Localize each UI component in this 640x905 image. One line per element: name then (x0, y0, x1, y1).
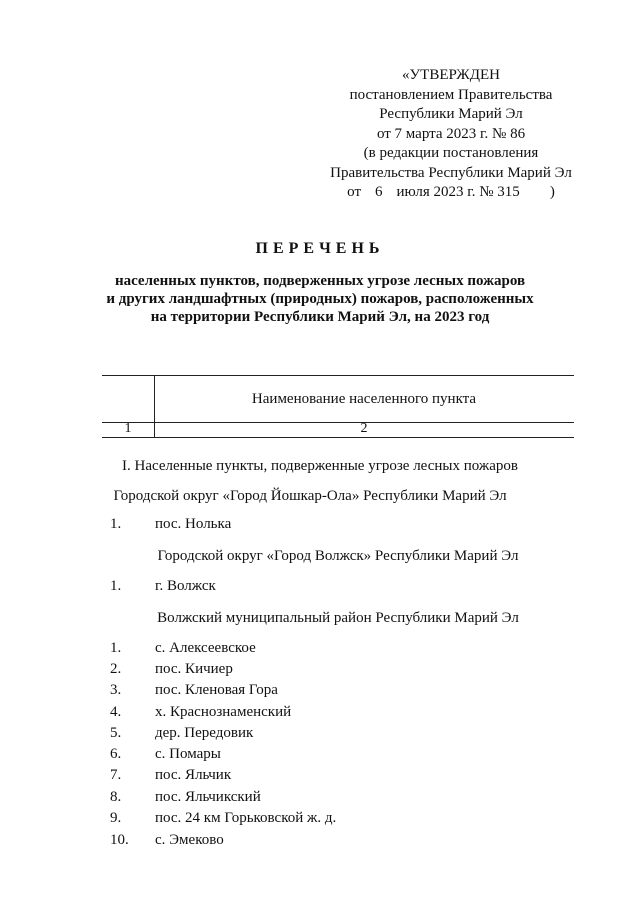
list-item (0, 832, 640, 852)
table-column-header: Наименование населенного пункта (251, 391, 477, 407)
approval-date-suffix: ) (549, 184, 555, 200)
list-item-number: 2. (110, 661, 122, 677)
list-item-name: пос. Кленовая Гора (155, 682, 278, 698)
list-item-number: 8. (110, 789, 122, 805)
table-top-border (102, 375, 574, 376)
list-item-number: 1. (110, 578, 122, 594)
group-title: Городской округ «Город Йошкар-Ола» Республики Марий Эл (113, 488, 507, 504)
list-item-name: с. Эмеково (155, 832, 224, 848)
approval-date-prefix: от (347, 184, 362, 200)
subtitle-line: и других ландшафтных (природных) пожаров, расположенных (106, 291, 534, 307)
list-item-number: 6. (110, 746, 122, 762)
list-item-name: пос. Нолька (155, 516, 232, 532)
approval-line: Республики Марий Эл (379, 106, 523, 122)
table-bottom-border (102, 437, 574, 438)
list-item (0, 725, 640, 745)
list-item (0, 682, 640, 702)
list-item-number: 4. (110, 704, 122, 720)
document-subtitle (80, 272, 560, 326)
table-column-number: 2 (360, 421, 368, 436)
group-title: Волжский муниципальный район Республики Марий Эл (157, 610, 519, 626)
approval-line: (в редакции постановления (363, 145, 539, 161)
approval-line: постановлением Правительства (349, 86, 553, 103)
table-column-number: 1 (124, 421, 132, 436)
list-item (0, 704, 640, 724)
list-item-name: пос. Яльчик (155, 767, 232, 783)
list-item-name: с. Алексеевское (155, 640, 256, 656)
list-item-number: 1. (110, 640, 122, 656)
list-item-number: 7. (110, 767, 122, 783)
list-item-number: 10. (110, 832, 129, 848)
list-item (0, 810, 640, 830)
list-item (0, 640, 640, 660)
list-item (0, 516, 640, 536)
list-item-name: х. Краснознаменский (155, 704, 292, 720)
list-item-number: 9. (110, 810, 122, 826)
approval-line: «УТВЕРЖДЕН (402, 67, 500, 83)
list-item-name: дер. Передовик (155, 725, 254, 741)
list-item-number: 3. (110, 682, 122, 698)
group-title: Городской округ «Город Волжск» Республики Марий Эл (157, 548, 519, 564)
approval-line: от 7 марта 2023 г. № 86 (376, 125, 526, 142)
approval-line: Правительства Республики Марий Эл (330, 164, 572, 181)
approval-date-day: 6 (375, 184, 383, 200)
subtitle-line: населенных пунктов, подверженных угрозе лесных пожаров (114, 273, 526, 289)
approval-stamp (320, 66, 582, 203)
list-item-name: пос. Яльчикский (155, 789, 261, 805)
approval-date-rest: июля 2023 г. № 315 (396, 184, 520, 200)
list-item (0, 578, 640, 598)
list-item-name: г. Волжск (155, 578, 216, 594)
list-item (0, 789, 640, 809)
approval-date-line (320, 183, 582, 203)
list-item (0, 767, 640, 787)
subtitle-line: на территории Республики Марий Эл, на 2023 год (150, 309, 490, 325)
list-item-name: пос. Кичиер (155, 661, 233, 677)
list-item-name: с. Помары (155, 746, 221, 762)
list-item-number: 5. (110, 725, 122, 741)
document-title: ПЕРЕЧЕНЬ (255, 240, 385, 257)
list-item-name: пос. 24 км Горьковской ж. д. (155, 810, 337, 826)
section-title: I. Населенные пункты, подверженные угрозе лесных пожаров (122, 458, 518, 474)
list-item (0, 661, 640, 681)
list-item-number: 1. (110, 516, 122, 532)
list-item (0, 746, 640, 766)
header-table (102, 375, 574, 438)
